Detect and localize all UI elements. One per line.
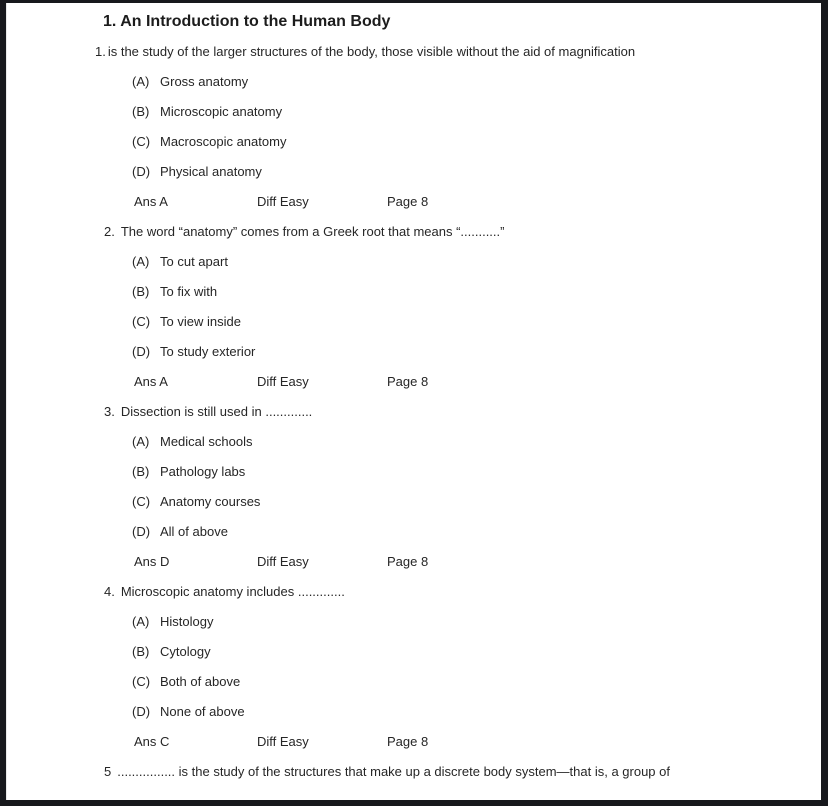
option-text: Histology <box>160 614 214 629</box>
question-stem <box>104 577 821 607</box>
question-block <box>7 757 821 787</box>
question-number: 5 <box>104 764 112 779</box>
option-label: (B) <box>132 644 150 659</box>
question-meta <box>134 727 821 757</box>
chapter-title: 1. An Introduction to the Human Body <box>103 13 391 30</box>
page-ref-label: Page 8 <box>387 194 429 209</box>
option-row <box>132 607 821 637</box>
option-text: To fix with <box>160 284 218 299</box>
question-text: Dissection is still used in ............. <box>120 404 313 419</box>
option-text: Anatomy courses <box>160 494 261 509</box>
question-block <box>7 217 821 397</box>
option-row <box>132 697 821 727</box>
option-text: None of above <box>160 704 245 719</box>
option-row <box>132 337 821 367</box>
option-label: (C) <box>132 674 151 689</box>
option-row <box>132 277 821 307</box>
option-label: (A) <box>132 614 150 629</box>
question-stem <box>95 37 821 67</box>
option-text: All of above <box>160 524 228 539</box>
question-text: The word “anatomy” comes from a Greek root that means “...........” <box>120 224 505 239</box>
question-block <box>7 577 821 757</box>
option-label: (D) <box>132 164 151 179</box>
option-text: Microscopic anatomy <box>160 104 283 119</box>
option-label: (A) <box>132 74 150 89</box>
difficulty-label: Diff Easy <box>257 374 309 389</box>
option-label: (A) <box>132 434 150 449</box>
option-row <box>132 307 821 337</box>
option-label: (D) <box>132 344 151 359</box>
question-stem <box>104 757 821 787</box>
option-row <box>132 427 821 457</box>
option-text: Cytology <box>160 644 211 659</box>
option-text: To study exterior <box>160 344 256 359</box>
option-row <box>132 97 821 127</box>
option-row <box>132 67 821 97</box>
question-meta <box>134 547 821 577</box>
option-label: (D) <box>132 704 151 719</box>
option-label: (C) <box>132 494 151 509</box>
option-row <box>132 457 821 487</box>
question-meta <box>134 367 821 397</box>
page-ref-label: Page 8 <box>387 554 429 569</box>
option-label: (B) <box>132 464 150 479</box>
option-row <box>132 667 821 697</box>
option-text: Medical schools <box>160 434 253 449</box>
difficulty-label: Diff Easy <box>257 194 309 209</box>
option-label: (B) <box>132 104 150 119</box>
option-row <box>132 517 821 547</box>
question-number: 3. <box>104 404 115 419</box>
question-block <box>7 397 821 577</box>
question-meta <box>134 187 821 217</box>
question-number: 4. <box>104 584 115 599</box>
question-text: Microscopic anatomy includes ............. <box>120 584 345 599</box>
option-label: (B) <box>132 284 150 299</box>
difficulty-label: Diff Easy <box>257 554 309 569</box>
document-page <box>6 3 821 800</box>
answer-label: Ans A <box>134 374 168 389</box>
option-text: To view inside <box>160 314 241 329</box>
difficulty-label: Diff Easy <box>257 734 309 749</box>
option-text: Pathology labs <box>160 464 246 479</box>
option-text: Gross anatomy <box>160 74 249 89</box>
option-text: To cut apart <box>160 254 228 269</box>
question-text: ................ is the study of the structures that make up a discrete body system—that is, a group of <box>117 764 670 779</box>
question-stem <box>104 397 821 427</box>
answer-label: Ans C <box>134 734 170 749</box>
option-row <box>132 157 821 187</box>
option-label: (C) <box>132 314 151 329</box>
answer-label: Ans D <box>134 554 170 569</box>
option-text: Both of above <box>160 674 241 689</box>
option-label: (C) <box>132 134 151 149</box>
answer-label: Ans A <box>134 194 168 209</box>
option-label: (A) <box>132 254 150 269</box>
question-block <box>7 37 821 217</box>
page-ref-label: Page 8 <box>387 374 429 389</box>
option-text: Physical anatomy <box>160 164 262 179</box>
option-text: Macroscopic anatomy <box>160 134 287 149</box>
page-ref-label: Page 8 <box>387 734 429 749</box>
option-row <box>132 487 821 517</box>
question-text: is the study of the larger structures of the body, those visible without the aid of magnification <box>107 44 636 59</box>
option-row <box>132 637 821 667</box>
option-row <box>132 127 821 157</box>
option-row <box>132 247 821 277</box>
question-stem <box>104 217 821 247</box>
question-number: 1. <box>95 44 106 59</box>
option-label: (D) <box>132 524 151 539</box>
question-number: 2. <box>104 224 115 239</box>
